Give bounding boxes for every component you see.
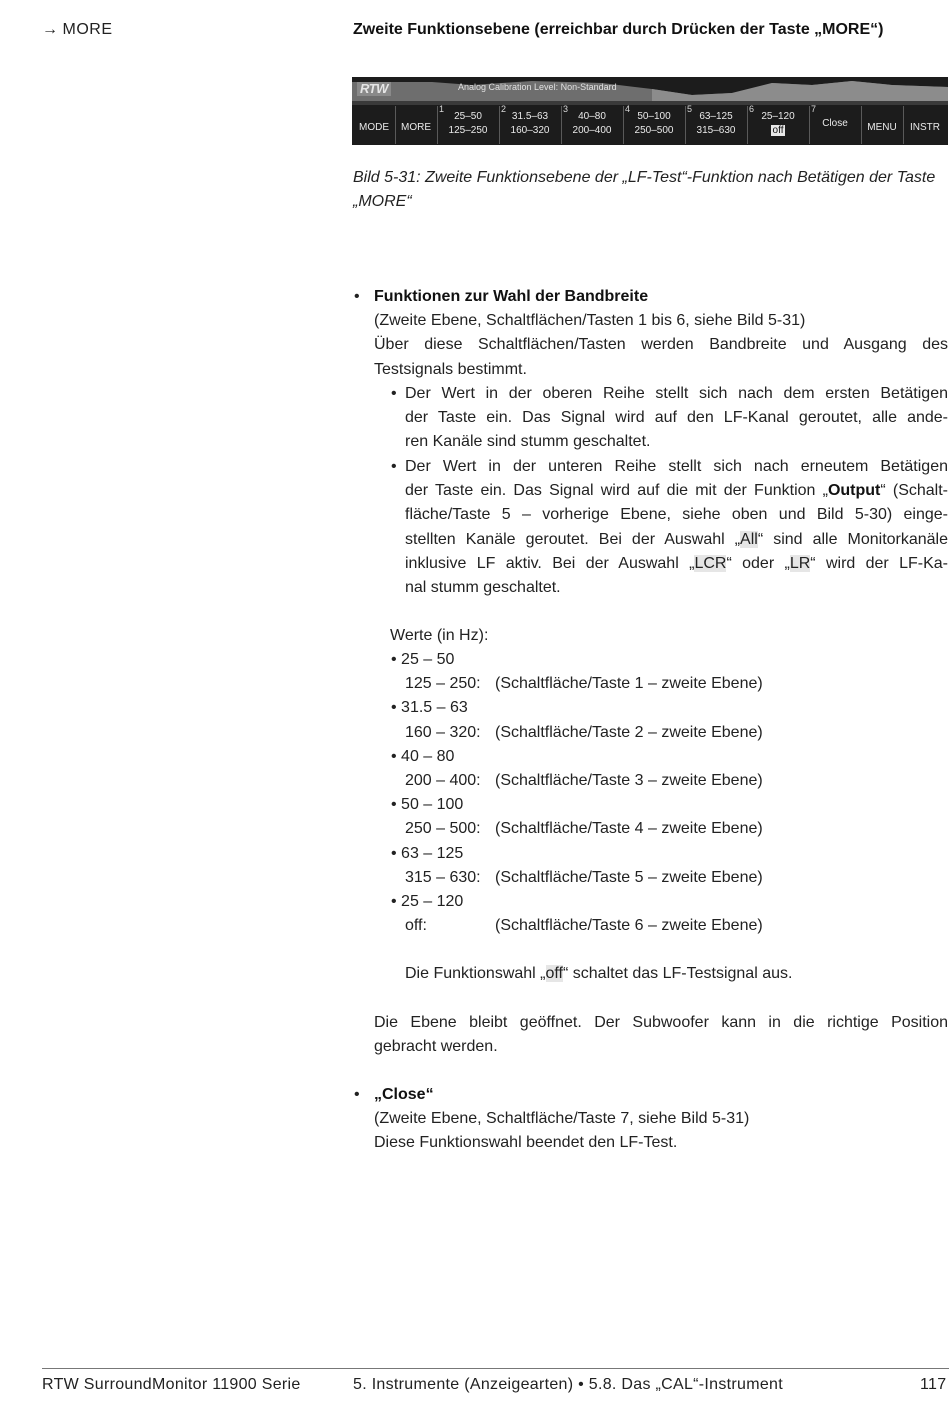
option-off: off: [545, 965, 563, 982]
page-number: 117: [920, 1376, 947, 1393]
arrow-right-icon: →: [42, 21, 59, 38]
softkey-menu[interactable]: MENU: [867, 122, 897, 133]
values-title: Werte (in Hz):: [390, 627, 489, 644]
list-item: • 50 – 100: [391, 796, 464, 814]
softkey-1[interactable]: 1 25–50 125–250: [439, 104, 488, 136]
bullet: •: [354, 288, 360, 305]
softkey-4[interactable]: 4 50–100 250–500: [625, 104, 674, 136]
figure-caption: Bild 5-31: Zweite Funktionsebene der „LF-Test“-Funktion nach Betätigen der Taste „MORE“: [353, 169, 936, 210]
footer-product: RTW SurroundMonitor 11900 Serie: [42, 1376, 301, 1393]
upper-row-paragraph: Der Wert in der oberen Reihe stellt sich nach dem ersten Betätigen der Taste ein. Das Signal wird auf den LF-Kanal geroutet, alle ande- ren Kanäle sind stumm geschaltet.: [405, 385, 948, 451]
sub-bullet: •: [391, 458, 397, 475]
section-label-text: MORE: [62, 21, 113, 38]
section-title: „Close“: [374, 1086, 434, 1103]
list-item: off: (Schaltfläche/Taste 6 – zweite Ebene): [405, 917, 763, 935]
list-item: 315 – 630: (Schaltfläche/Taste 5 – zweite Ebene): [405, 868, 763, 886]
softkey-mode[interactable]: MODE: [359, 122, 389, 133]
list-item: 200 – 400: (Schaltfläche/Taste 3 – zweite Ebene): [405, 772, 763, 790]
section-close: „Close“ (Zweite Ebene, Schaltfläche/Taste 7, siehe Bild 5-31) Diese Funktionswahl beendet den LF-Test.: [374, 1086, 750, 1152]
section-bandwidth: Funktionen zur Wahl der Bandbreite (Zweite Ebene, Schaltflächen/Tasten 1 bis 6, siehe Bild 5-31) Über diese Schaltflächen/Tasten werden Bandbreite und Ausgang des Testsignals bestimmt.: [374, 288, 948, 378]
device-screenshot: [352, 77, 948, 145]
list-item: 125 – 250: (Schaltfläche/Taste 1 – zweite Ebene): [405, 675, 763, 693]
values-list: [391, 648, 948, 938]
bullet: •: [354, 1086, 360, 1103]
footer-chapter: 5. Instrumente (Anzeigearten) • 5.8. Das „CAL“-Instrument: [353, 1376, 783, 1393]
layer-open-note: Die Ebene bleibt geöffnet. Der Subwoofer kann in die richtige Position gebracht werden.: [374, 1014, 948, 1056]
list-item: 250 – 500: (Schaltfläche/Taste 4 – zweite Ebene): [405, 820, 763, 838]
off-note: Die Funktionswahl „off“ schaltet das LF-Testsignal aus.: [405, 965, 793, 982]
softkey-6[interactable]: 6 25–120 off: [749, 104, 795, 136]
softkey-5[interactable]: 5 63–125 315–630: [687, 104, 736, 136]
softkey-2[interactable]: 2 31.5–63 160–320: [501, 104, 550, 136]
list-item: 160 – 320: (Schaltfläche/Taste 2 – zweite Ebene): [405, 723, 763, 741]
option-lcr: LCR: [694, 554, 727, 572]
list-item: • 25 – 50: [391, 651, 455, 668]
rtw-logo: RTW: [357, 82, 391, 96]
option-lr: LR: [789, 554, 811, 572]
softkey-instr[interactable]: INSTR: [910, 122, 940, 133]
section-label: [42, 21, 113, 39]
footer-divider: [42, 1368, 949, 1369]
softkey-7-close[interactable]: 7 Close: [811, 104, 848, 129]
screen-status-text: Analog Calibration Level: Non-Standard: [458, 82, 617, 92]
softkey-3[interactable]: 3 40–80 200–400: [563, 104, 612, 136]
section-title: Funktionen zur Wahl der Bandbreite: [374, 288, 649, 305]
list-item: • 40 – 80: [391, 747, 455, 765]
list-item: • 25 – 120: [391, 893, 464, 911]
softkey-more[interactable]: MORE: [401, 122, 431, 133]
sub-bullet: •: [391, 385, 397, 402]
page-heading: Zweite Funktionsebene (erreichbar durch Drücken der Taste „MORE“): [353, 21, 884, 38]
lower-row-paragraph: Der Wert in der unteren Reihe stellt sich nach erneutem Betätigen der Taste ein. Das Signal wird auf die mit der Funktion „Output“ (Schalt- fläche/Taste 5 – vorherige Ebene, siehe oben und Bild 5-30) einge- stellten Kanäle geroutet. Bei der Auswahl „All“ sind alle Monitorkanäle inklusive LF aktiv. Bei der Auswahl „LCR“ oder „LR“ wird der LF-Ka- nal stumm geschaltet.: [405, 458, 949, 597]
output-keyword: Output: [827, 482, 881, 500]
list-item: • 63 – 125: [391, 844, 464, 862]
option-all: All: [740, 530, 758, 548]
list-item: • 31.5 – 63: [391, 699, 468, 717]
